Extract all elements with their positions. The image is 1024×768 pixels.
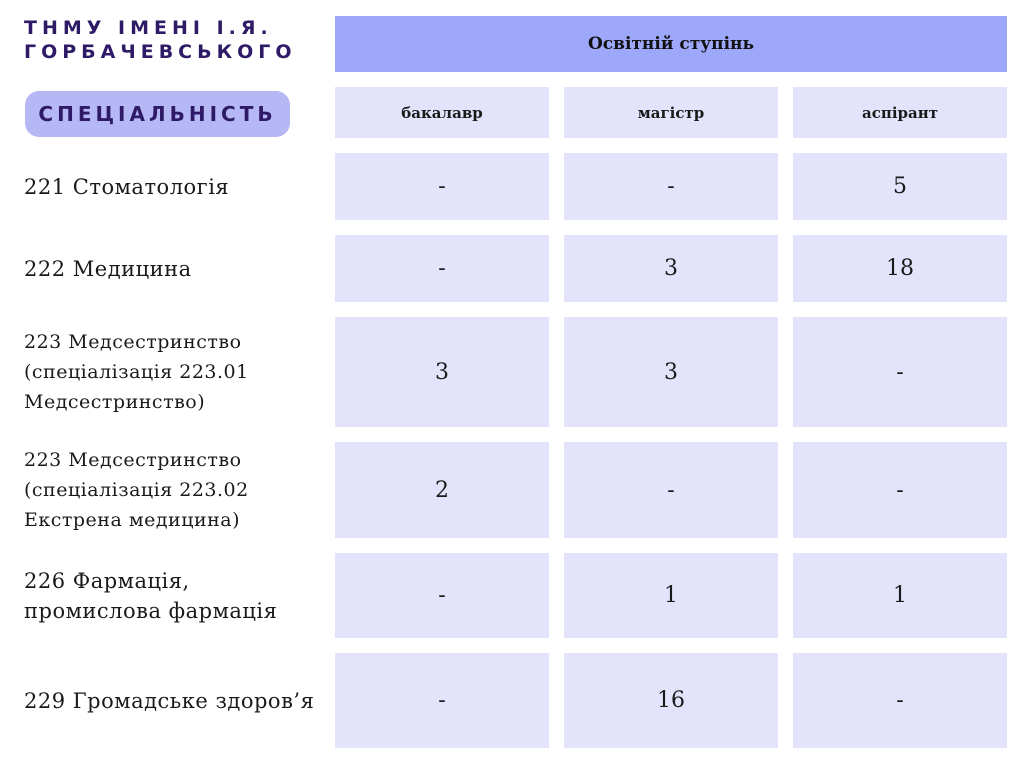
table-cell: - (564, 153, 778, 220)
row-label: 221 Стоматологія (24, 174, 230, 199)
table-cell: 3 (335, 317, 549, 427)
column-header-phd: аспірант (793, 87, 1007, 138)
column-header-bachelor: бакалавр (335, 87, 549, 138)
table-header: Освітній ступінь (335, 16, 1007, 72)
table-cell: - (335, 653, 549, 748)
specialty-pill (25, 91, 290, 137)
table-cell: - (335, 153, 549, 220)
specialty-label: СПЕЦІАЛЬНІСТЬ (38, 102, 277, 126)
table-cell: 2 (335, 442, 549, 538)
row-label: 222 Медицина (24, 256, 192, 281)
table-cell: 1 (793, 553, 1007, 638)
table-cell: - (793, 653, 1007, 748)
table-cell: 5 (793, 153, 1007, 220)
table-cell: - (335, 553, 549, 638)
table-cell: 3 (564, 235, 778, 302)
row-label: 226 Фармація, промислова фармація (24, 568, 278, 623)
table-cell: 16 (564, 653, 778, 748)
university-title: ТНМУ ІМЕНІ І.Я. ГОРБАЧЕВСЬКОГО (24, 17, 297, 63)
column-header-master: магістр (564, 87, 778, 138)
table-cell: - (793, 442, 1007, 538)
row-label: 223 Медсестринство (спеціалізація 223.01 Медсестринство) (24, 331, 249, 413)
table-cell: - (335, 235, 549, 302)
table-cell: 3 (564, 317, 778, 427)
table-cell: - (793, 317, 1007, 427)
table-cell: 18 (793, 235, 1007, 302)
table-cell: 1 (564, 553, 778, 638)
table-cell: - (564, 442, 778, 538)
row-label: 223 Медсестринство (спеціалізація 223.02 Екстрена медицина) (24, 449, 249, 531)
row-label: 229 Громадське здоров’я (24, 688, 315, 713)
